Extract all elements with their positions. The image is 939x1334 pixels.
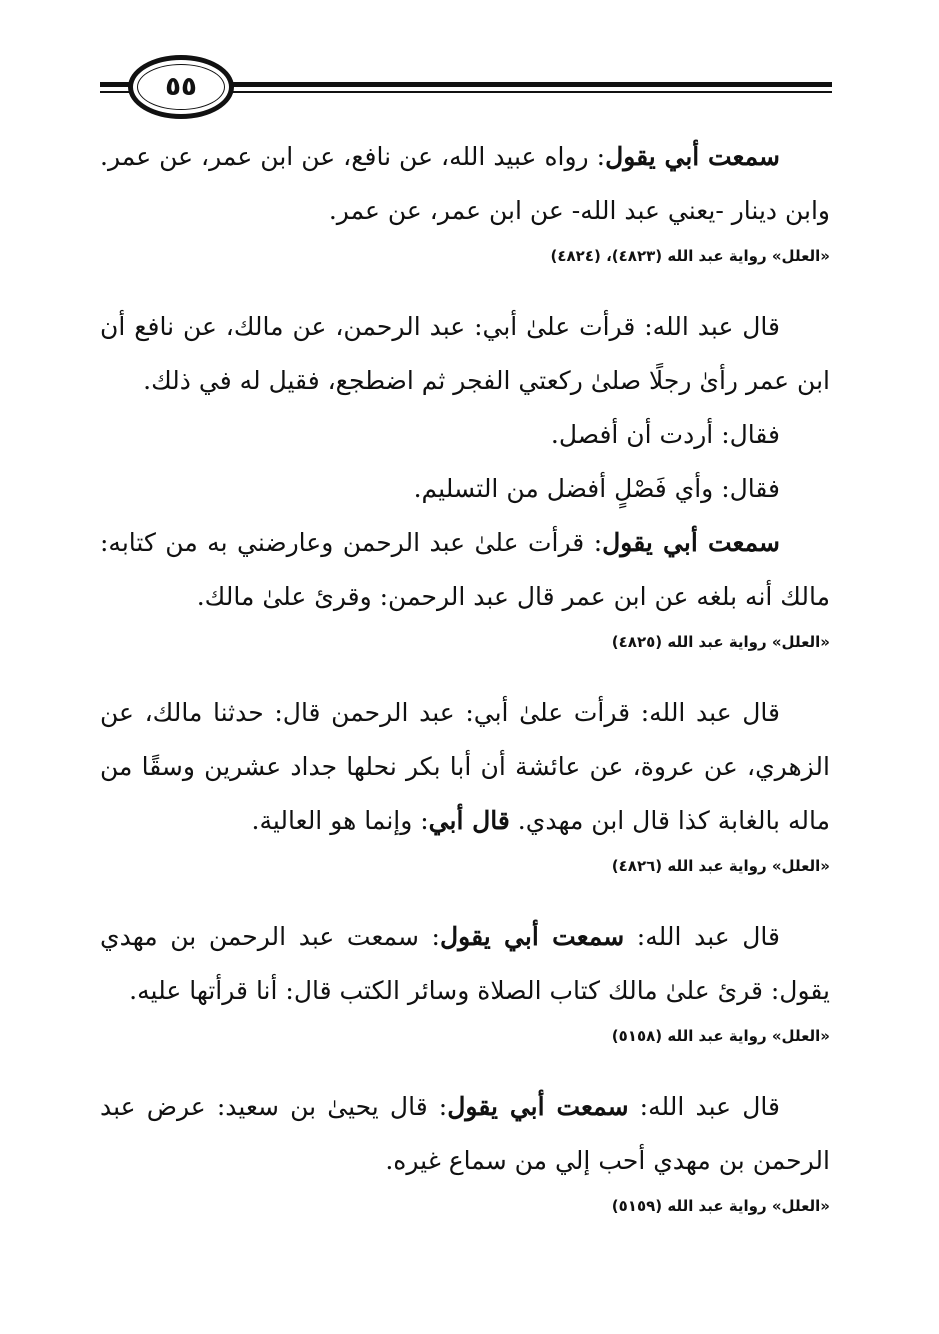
page-body — [100, 130, 830, 1250]
paragraph-text: : وإنما هو العالية. — [251, 806, 429, 835]
paragraph — [100, 910, 830, 1018]
paragraph-text: قال عبد الله: — [624, 922, 780, 951]
paragraph: فقال: وأي فَصْلٍ أفضل من التسليم. — [413, 474, 780, 503]
paragraph: قال عبد الله: قرأت علىٰ أبي: عبد الرحمن، عن مالك، عن نافع أن ابن عمر رأىٰ رجلًا صلىٰ ركعتي الفجر ثم اضطجع، فقيل له في ذلك. — [100, 312, 830, 395]
citation: «العلل» رواية عبد الله (٤٨٢٦) — [611, 857, 830, 875]
paragraph: فقال: أردت أن أفصل. — [550, 420, 780, 449]
speaker-lead: سمعت أبي يقول — [439, 922, 625, 951]
paragraph — [100, 130, 830, 238]
citation: «العلل» رواية عبد الله (٥١٥٨) — [611, 1027, 830, 1045]
paragraph-text: : قال يحيىٰ بن سعيد: عرض عبد الرحمن بن مهدي أحب إلي من سماع غيره. — [100, 1092, 830, 1175]
citation: «العلل» رواية عبد الله (٥١٥٩) — [611, 1197, 830, 1215]
paragraph-text: : قرأت علىٰ عبد الرحمن وعارضني به من كتابه: مالك أنه بلغه عن ابن عمر قال عبد الرحمن: وقرئ علىٰ مالك. — [100, 528, 830, 611]
paragraph-text: : رواه عبيد الله، عن نافع، عن ابن عمر، عن عمر. وابن دينار -يعني عبد الله- عن ابن عمر، عن عمر. — [100, 142, 830, 225]
speaker-lead: سمعت أبي يقول — [602, 528, 781, 557]
speaker-lead: سمعت أبي يقول — [605, 142, 781, 171]
paragraph-text: قال عبد الله: قرأت علىٰ أبي: عبد الرحمن قال: حدثنا مالك، عن الزهري، عن عروة، عن عائشة أن أبا بكر نحلها جداد عشرين وسقًا من ماله بالغابة كذا قال ابن مهدي. — [100, 698, 830, 835]
page-number-oval — [128, 55, 234, 119]
paragraph — [100, 686, 830, 848]
speaker-lead: قال أبي — [428, 806, 510, 835]
citation: «العلل» رواية عبد الله (٤٨٢٣)، (٤٨٢٤) — [550, 247, 830, 265]
paragraph-text: قال عبد الله: — [628, 1092, 780, 1121]
speaker-lead: سمعت أبي يقول — [447, 1092, 629, 1121]
citation: «العلل» رواية عبد الله (٤٨٢٥) — [611, 633, 830, 651]
paragraph — [100, 1080, 830, 1188]
paragraph-text: : سمعت عبد الرحمن بن مهدي يقول: قرئ علىٰ مالك كتاب الصلاة وسائر الكتب قال: أنا قرأتها عليه. — [100, 922, 830, 1005]
page-number: ٥٥ — [165, 72, 197, 102]
page-header — [100, 50, 832, 120]
paragraph — [100, 516, 830, 624]
